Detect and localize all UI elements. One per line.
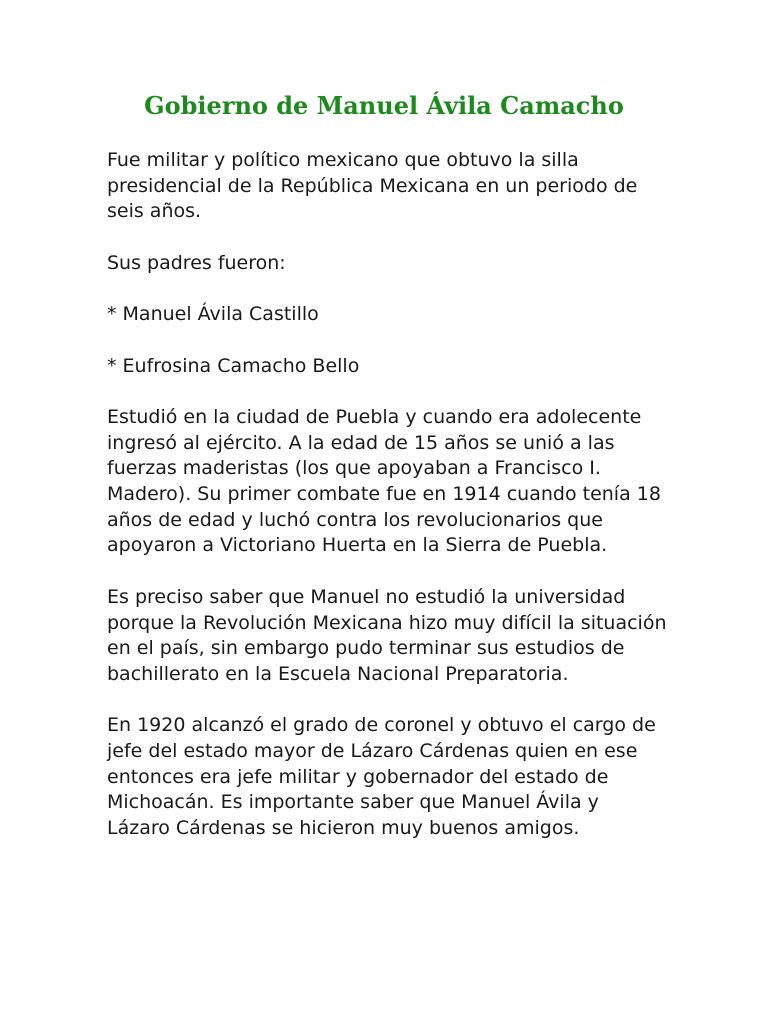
paragraph-parents-heading: Sus padres fueron: bbox=[107, 251, 286, 274]
document-title: Gobierno de Manuel Ávila Camacho bbox=[144, 91, 624, 120]
paragraph-university: Es preciso saber que Manuel no estudió la universidad porque la Revolución Mexicana hizo muy difícil la situación en el país, sin embargo pudo terminar sus estudios de bachillerato en la Escuela Nacional Preparatoria. bbox=[107, 585, 667, 685]
paragraph-intro: Fue militar y político mexicano que obtuvo la silla presidencial de la República Mexicana en un periodo de seis años. bbox=[107, 149, 638, 223]
paragraph-education-military: Estudió en la ciudad de Puebla y cuando era adolecente ingresó al ejército. A la edad de 15 años se unió a las fuerzas maderistas (los que apoyaban a Francisco I. Madero). Su primer combate fue en 1914 cuando tenía 18 años de edad y luchó contra los revolucionarios que apoyaron a Victoriano Huerta en la Sierra de Puebla. bbox=[107, 405, 661, 557]
paragraph-career-1920: En 1920 alcanzó el grado de coronel y obtuvo el cargo de jefe del estado mayor de Lázaro Cárdenas quien en ese entonces era jefe militar y gobernador del estado de Michoacán. Es importante saber que Manuel Ávila y Lázaro Cárdenas se hicieron muy buenos amigos. bbox=[107, 714, 656, 840]
list-item-mother: * Eufrosina Camacho Bello bbox=[107, 354, 360, 377]
list-item-father: * Manuel Ávila Castillo bbox=[107, 303, 319, 326]
document-body bbox=[107, 148, 667, 868]
